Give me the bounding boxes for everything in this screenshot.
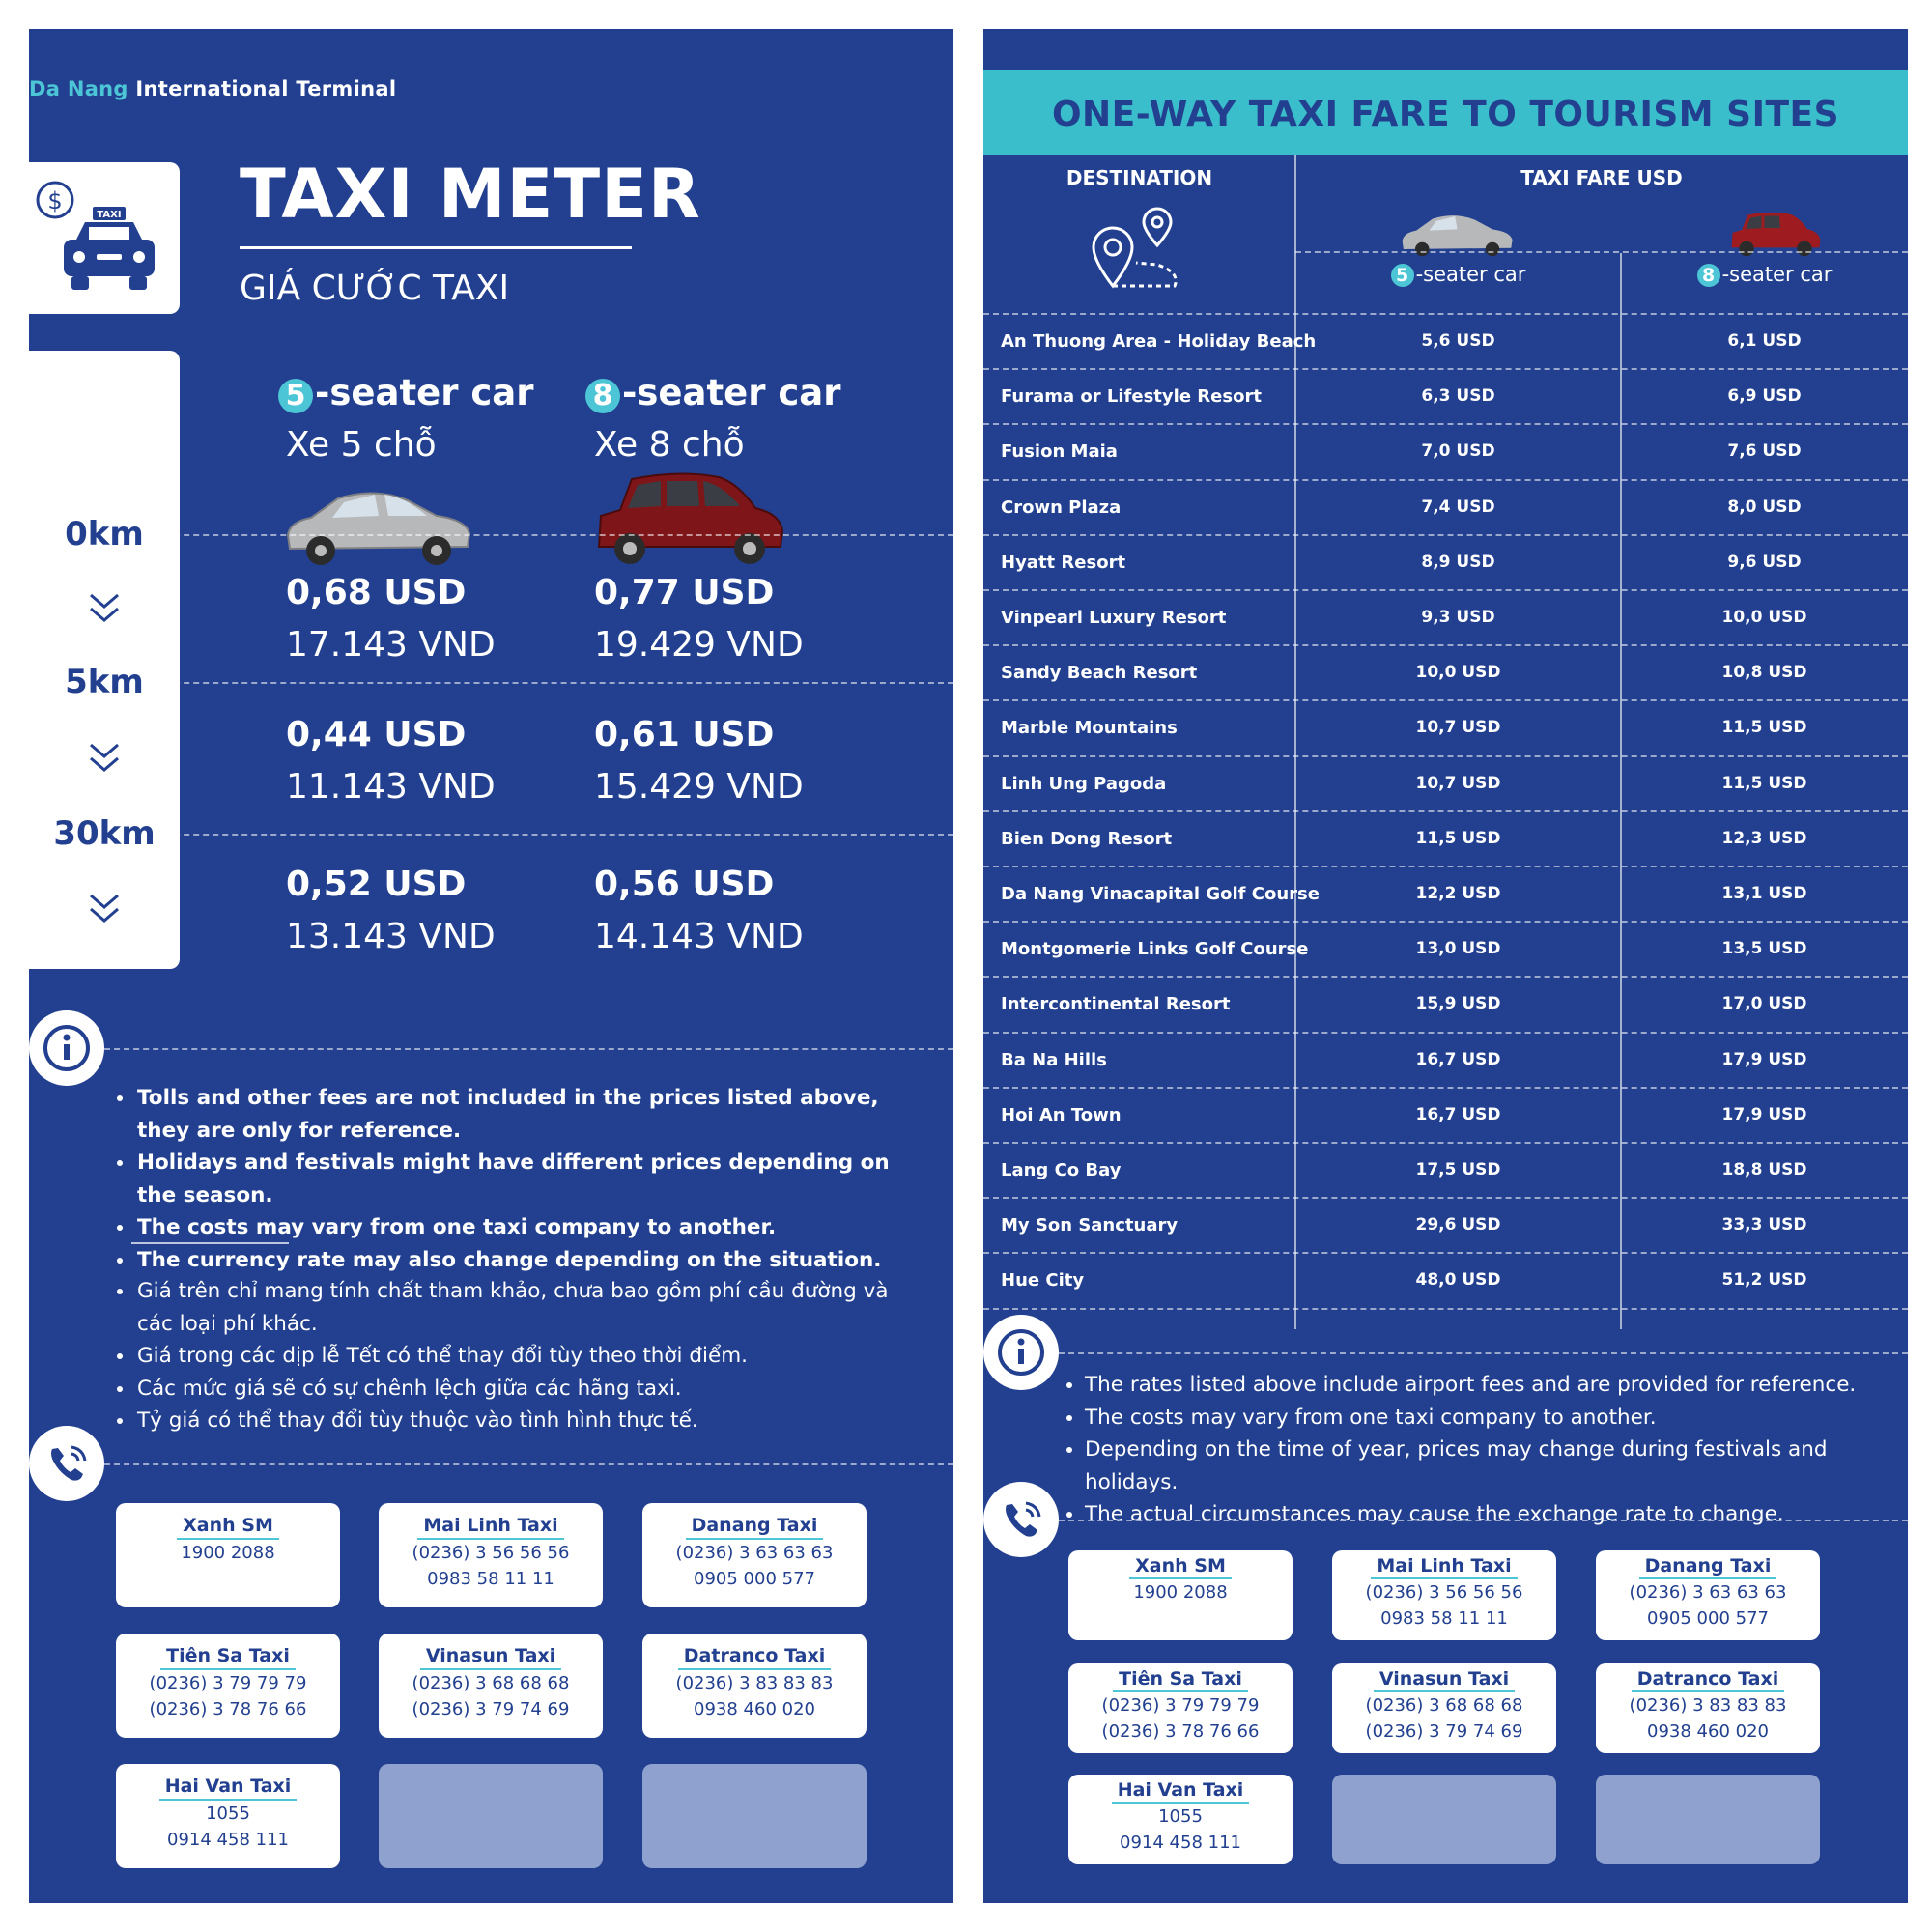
note-item: • Giá trong các dịp lễ Tết có thể thay đổi tùy theo thời điểm. — [135, 1340, 929, 1373]
fare-5-seater: 7,0 USD — [1421, 441, 1495, 462]
fare-8-seater: 13,5 USD — [1721, 939, 1807, 959]
brand-text: International Terminal — [128, 77, 397, 100]
fare-5-seater: 16,7 USD — [1415, 1049, 1501, 1069]
taxi-phone[interactable]: (0236) 3 56 56 56 — [412, 1543, 570, 1563]
destination-name: Sandy Beach Resort — [1001, 663, 1198, 684]
fare-8-seater: 9,6 USD — [1727, 552, 1802, 572]
car8-heading — [585, 372, 841, 413]
note-item: • The rates listed above include airport fees and are provided for reference. — [1085, 1369, 1898, 1402]
taxi-phone[interactable]: 1900 2088 — [181, 1543, 275, 1563]
taxi-phone[interactable]: 0914 458 111 — [167, 1830, 289, 1850]
taxi-company-name: Tiên Sa Taxi — [1113, 1668, 1248, 1692]
taxi-contact-card — [1068, 1550, 1293, 1640]
destination-name: Fusion Maia — [1001, 441, 1118, 463]
fare-8-seater: 17,0 USD — [1721, 994, 1807, 1014]
row-divider — [983, 1087, 1908, 1089]
fare-8-seat-vnd: 14.143 VND — [594, 917, 804, 956]
fare-header: TAXI FARE USD — [1520, 166, 1683, 189]
fare-8-seater: 51,2 USD — [1721, 1270, 1807, 1291]
car5-subtitle: Xe 5 chỗ — [286, 425, 437, 465]
taxi-company-name: Mai Linh Taxi — [417, 1515, 563, 1540]
km-mark-30: 30km — [29, 812, 180, 855]
fare-8-seat-usd: 0,56 USD — [594, 865, 775, 904]
destination-name: My Son Sanctuary — [1001, 1215, 1179, 1236]
phone-icon — [983, 1482, 1059, 1557]
taxi-meter-panel — [29, 29, 953, 1903]
destination-name: Vinpearl Luxury Resort — [1001, 608, 1227, 628]
info-icon — [29, 1010, 104, 1086]
note-item: • The costs may vary from one taxi company to another. — [135, 1211, 929, 1244]
destination-name: Furama or Lifestyle Resort — [1001, 386, 1262, 408]
destination-header: DESTINATION — [1065, 166, 1213, 189]
row-divider — [983, 313, 1908, 315]
chevron-down-icon — [85, 589, 124, 628]
empty-card — [1596, 1775, 1820, 1864]
fare-5-seater: 7,4 USD — [1421, 497, 1495, 517]
note-item: • Depending on the time of year, prices may change during festivals and holidays. — [1085, 1434, 1898, 1498]
row-divider — [983, 479, 1908, 481]
fare-5-seater: 10,0 USD — [1415, 663, 1501, 683]
fare-8-seat-vnd: 19.429 VND — [594, 625, 804, 665]
fare-5-seater: 9,3 USD — [1421, 608, 1495, 627]
taxi-company-name: Datranco Taxi — [1632, 1668, 1784, 1692]
taxi-company-name: Danang Taxi — [686, 1515, 824, 1540]
fare-table-row — [983, 1198, 1908, 1253]
fare-5-seat-vnd: 11.143 VND — [286, 767, 496, 807]
taxi-phone[interactable]: 1900 2088 — [1133, 1582, 1228, 1603]
fare-5-seater: 17,5 USD — [1415, 1160, 1501, 1179]
fare-5-seater: 11,5 USD — [1415, 828, 1501, 848]
fare-table-row — [983, 922, 1908, 977]
row-divider — [983, 423, 1908, 425]
taxi-company-name: Danang Taxi — [1639, 1555, 1777, 1579]
fare-8-seater: 10,8 USD — [1721, 663, 1807, 683]
destination-name: Lang Co Bay — [1001, 1160, 1122, 1180]
row-divider — [983, 1197, 1908, 1199]
taxi-phone[interactable]: (0236) 3 68 68 68 — [1365, 1695, 1523, 1716]
car5-label: -seater car — [315, 372, 534, 413]
chevron-down-icon — [85, 890, 124, 928]
fare-5-seater: 48,0 USD — [1415, 1270, 1501, 1291]
note-item: • Giá trên chỉ mang tính chất tham khảo, chưa bao gồm phí cầu đường và các loại phí khác. — [135, 1275, 929, 1340]
info-badge — [983, 1315, 1059, 1390]
info-divider — [104, 1048, 953, 1050]
suv-car-icon — [593, 454, 786, 570]
location-pin-icon — [1090, 203, 1186, 296]
chevron-down-icon — [85, 739, 124, 778]
destination-name: Hoi An Town — [1001, 1104, 1122, 1125]
destination-name: An Thuong Area - Holiday Beach — [1001, 331, 1317, 352]
fare-table-row — [983, 756, 1908, 811]
taxi-phone[interactable]: (0236) 3 79 74 69 — [412, 1699, 570, 1719]
taxi-phone[interactable]: (0236) 3 79 79 79 — [1101, 1695, 1260, 1716]
taxi-company-name: Xanh SM — [1129, 1555, 1232, 1579]
page-subtitle: GIÁ CƯỚC TAXI — [240, 269, 510, 308]
contacts-divider — [1059, 1520, 1908, 1521]
fare-table-row — [983, 1088, 1908, 1143]
km-mark-0: 0km — [29, 513, 180, 555]
title-underline — [240, 246, 632, 249]
fare-table-row — [983, 535, 1908, 590]
fare-5-seater: 15,9 USD — [1415, 994, 1501, 1014]
taxi-contact-card — [1068, 1663, 1293, 1753]
fare-8-seat-usd: 0,61 USD — [594, 715, 775, 754]
taxi-contact-card — [1596, 1663, 1820, 1753]
empty-card — [1332, 1775, 1556, 1864]
fare-8-seater: 11,5 USD — [1721, 773, 1807, 793]
destination-name: Hyatt Resort — [1001, 552, 1126, 573]
fare-table-row — [983, 867, 1908, 922]
destination-name: Ba Na Hills — [1001, 1049, 1107, 1070]
fare-8-seat-vnd: 15.429 VND — [594, 767, 804, 807]
taxi-phone[interactable]: (0236) 3 83 83 83 — [675, 1673, 834, 1693]
taxi-phone[interactable]: 0938 460 020 — [694, 1699, 815, 1719]
empty-card — [642, 1764, 867, 1868]
car5-heading — [278, 372, 534, 413]
note-item: • Tỷ giá có thể thay đổi tùy thuộc vào tình hình thực tế. — [135, 1405, 929, 1437]
fare-8-seater: 13,1 USD — [1721, 884, 1807, 903]
notes-separator — [131, 1242, 289, 1244]
taxi-phone[interactable]: 0905 000 577 — [694, 1569, 815, 1589]
destination-name: Bien Dong Resort — [1001, 828, 1173, 849]
fare-8-seater: 6,9 USD — [1727, 386, 1802, 407]
note-item: • Tolls and other fees are not included in the prices listed above, they are only for reference. — [135, 1082, 929, 1147]
fare-5-seater: 10,7 USD — [1415, 718, 1501, 738]
fare-table-row — [983, 1253, 1908, 1308]
header-divider — [1295, 251, 1908, 253]
car5-number-badge: 5 — [1391, 264, 1414, 287]
taxi-contact-card — [1332, 1550, 1556, 1640]
phone-badge — [983, 1482, 1059, 1557]
fare-table-row — [983, 424, 1908, 479]
fare-8-seater: 17,9 USD — [1721, 1049, 1807, 1069]
taxi-contact-card — [116, 1634, 340, 1738]
taxi-phone[interactable]: 0983 58 11 11 — [1380, 1608, 1508, 1629]
taxi-contact-card — [642, 1503, 867, 1607]
taxi-phone[interactable]: (0236) 3 79 79 79 — [149, 1673, 307, 1693]
taxi-company-name: Hai Van Taxi — [1112, 1779, 1250, 1804]
taxi-phone[interactable]: 0914 458 111 — [1120, 1833, 1241, 1853]
taxi-phone[interactable]: 0905 000 577 — [1647, 1608, 1769, 1629]
taxi-phone[interactable]: 0938 460 020 — [1647, 1721, 1769, 1742]
fare-8-seater: 6,1 USD — [1727, 331, 1802, 351]
fare-5-seat-usd: 0,44 USD — [286, 715, 467, 754]
taxi-company-name: Tiên Sa Taxi — [160, 1645, 296, 1670]
svg-text:$: $ — [47, 187, 63, 214]
fare-table-row — [983, 977, 1908, 1032]
taxi-company-name: Vinasun Taxi — [420, 1645, 561, 1670]
note-item: • The currency rate may also change depending on the situation. — [135, 1244, 929, 1277]
fare-5-seater: 5,6 USD — [1421, 331, 1495, 351]
fare-5-seat-vnd: 13.143 VND — [286, 917, 496, 956]
taxi-phone[interactable]: (0236) 3 68 68 68 — [412, 1673, 570, 1693]
row-divider — [983, 755, 1908, 757]
note-item: • Holidays and festivals might have different prices depending on the season. — [135, 1147, 929, 1211]
fare-5-seat-vnd: 17.143 VND — [286, 625, 496, 665]
taxi-phone[interactable]: 1055 — [1158, 1806, 1203, 1827]
taxi-company-name: Vinasun Taxi — [1374, 1668, 1515, 1692]
row-divider — [983, 534, 1908, 536]
terminal-brand — [29, 77, 396, 100]
taxi-phone[interactable]: (0236) 3 63 63 63 — [675, 1543, 834, 1563]
note-item: • Các mức giá sẽ có sự chênh lệch giữa các hãng taxi. — [135, 1373, 929, 1406]
destination-name: Intercontinental Resort — [1001, 994, 1231, 1015]
sedan-car-icon — [282, 473, 473, 570]
empty-card — [379, 1764, 603, 1868]
info-divider — [1059, 1352, 1908, 1354]
fare-8-seater: 17,9 USD — [1721, 1104, 1807, 1124]
taxi-phone[interactable]: (0236) 3 79 74 69 — [1365, 1721, 1523, 1742]
taxi-phone[interactable]: 1055 — [206, 1804, 250, 1824]
taxi-phone[interactable]: (0236) 3 56 56 56 — [1365, 1582, 1523, 1603]
taxi-contact-card — [116, 1764, 340, 1868]
fare-5-seat-usd: 0,52 USD — [286, 865, 467, 904]
fare-8-seater: 33,3 USD — [1721, 1215, 1807, 1236]
taxi-phone[interactable]: (0236) 3 78 76 66 — [1101, 1721, 1260, 1742]
brand-highlight: Da Nang — [29, 77, 128, 100]
row-divider — [983, 699, 1908, 701]
fare-table-row — [983, 700, 1908, 755]
taxi-contact-card — [379, 1503, 603, 1607]
fare-5-seater: 8,9 USD — [1421, 552, 1495, 572]
taxi-company-name: Datranco Taxi — [678, 1645, 831, 1670]
fare-8-seater: 18,8 USD — [1721, 1160, 1807, 1179]
fare-table-row — [983, 590, 1908, 645]
fare-5-seater: 10,7 USD — [1415, 773, 1501, 793]
fare-8-seater: 8,0 USD — [1727, 497, 1802, 517]
col-8-seater-header: 8 -seater car — [1621, 263, 1908, 287]
taxi-phone[interactable]: 0983 58 11 11 — [427, 1569, 554, 1589]
fare-table-row — [983, 369, 1908, 424]
note-item: • The costs may vary from one taxi company to another. — [1085, 1402, 1898, 1435]
sedan-car-icon — [1399, 209, 1515, 257]
row-divider — [983, 921, 1908, 923]
taxi-icon — [29, 162, 180, 314]
row-divider — [983, 866, 1908, 867]
destination-name: Linh Ung Pagoda — [1001, 773, 1167, 794]
fare-5-seater: 29,6 USD — [1415, 1215, 1501, 1236]
fare-table-row — [983, 314, 1908, 369]
car5-number-badge: 5 — [278, 379, 313, 413]
taxi-contact-card — [379, 1634, 603, 1738]
row-divider — [983, 810, 1908, 812]
fare-5-seater: 12,2 USD — [1415, 884, 1501, 903]
row-divider — [983, 589, 1908, 591]
taxi-icon-box — [29, 162, 180, 314]
taxi-company-name: Xanh SM — [177, 1515, 279, 1540]
destination-name: Montgomerie Links Golf Course — [1001, 939, 1309, 960]
phone-badge — [29, 1426, 104, 1501]
fare-table-row — [983, 811, 1908, 867]
contacts-divider — [104, 1463, 953, 1465]
fare-8-seater: 12,3 USD — [1721, 828, 1807, 848]
taxi-contact-card — [1068, 1775, 1293, 1864]
fare-table-row — [983, 1033, 1908, 1088]
destination-name: Marble Mountains — [1001, 718, 1178, 739]
taxi-contact-card — [1332, 1663, 1556, 1753]
notes-english — [118, 1082, 929, 1276]
fare-8-seater: 11,5 USD — [1721, 718, 1807, 738]
taxi-phone[interactable]: (0236) 3 83 83 83 — [1629, 1695, 1787, 1716]
notes-vietnamese — [118, 1275, 929, 1437]
destination-name: Da Nang Vinacapital Golf Course — [1001, 884, 1320, 904]
row-divider — [983, 1142, 1908, 1144]
notes-english — [1067, 1369, 1898, 1531]
fare-8-seater: 10,0 USD — [1721, 608, 1807, 627]
fare-8-seater: 7,6 USD — [1727, 441, 1802, 462]
fare-table-row — [983, 645, 1908, 700]
page-title: TAXI METER — [240, 155, 701, 234]
info-icon — [983, 1315, 1059, 1390]
taxi-contact-card — [1596, 1550, 1820, 1640]
tourism-fares-panel — [983, 29, 1908, 1903]
fare-5-seat-usd: 0,68 USD — [286, 573, 467, 612]
taxi-company-name: Mai Linh Taxi — [1371, 1555, 1517, 1579]
svg-text:TAXI: TAXI — [97, 210, 122, 220]
distance-scale — [29, 351, 180, 969]
fares-banner: ONE-WAY TAXI FARE TO TOURISM SITES — [983, 70, 1908, 155]
fare-table-row — [983, 480, 1908, 535]
row-divider — [983, 976, 1908, 978]
row-divider — [983, 1252, 1908, 1254]
taxi-company-name: Hai Van Taxi — [159, 1776, 298, 1801]
km-mark-5: 5km — [29, 661, 180, 703]
fare-5-seater: 13,0 USD — [1415, 939, 1501, 959]
row-divider — [983, 1308, 1908, 1310]
row-divider — [983, 1032, 1908, 1034]
fare-5-seater: 16,7 USD — [1415, 1104, 1501, 1124]
fare-8-seat-usd: 0,77 USD — [594, 573, 775, 612]
row-divider — [983, 368, 1908, 370]
fare-5-seater: 6,3 USD — [1421, 386, 1495, 407]
car8-label: -seater car — [622, 372, 841, 413]
destination-name: Crown Plaza — [1001, 497, 1122, 518]
row-divider — [983, 644, 1908, 646]
taxi-contact-card — [642, 1634, 867, 1738]
fare-table-row — [983, 1143, 1908, 1198]
car8-number-badge: 8 — [1697, 264, 1720, 287]
info-badge — [29, 1010, 104, 1086]
car8-number-badge: 8 — [585, 379, 620, 413]
taxi-phone[interactable]: (0236) 3 78 76 66 — [149, 1699, 307, 1719]
car8-subtitle: Xe 8 chỗ — [594, 425, 745, 465]
taxi-contact-card — [116, 1503, 340, 1607]
phone-icon — [29, 1426, 104, 1501]
note-item: • The actual circumstances may cause the exchange rate to change. — [1085, 1498, 1898, 1531]
col-5-seater-header: 5 -seater car — [1295, 263, 1621, 287]
taxi-phone[interactable]: (0236) 3 63 63 63 — [1629, 1582, 1787, 1603]
destination-name: Hue City — [1001, 1270, 1085, 1292]
